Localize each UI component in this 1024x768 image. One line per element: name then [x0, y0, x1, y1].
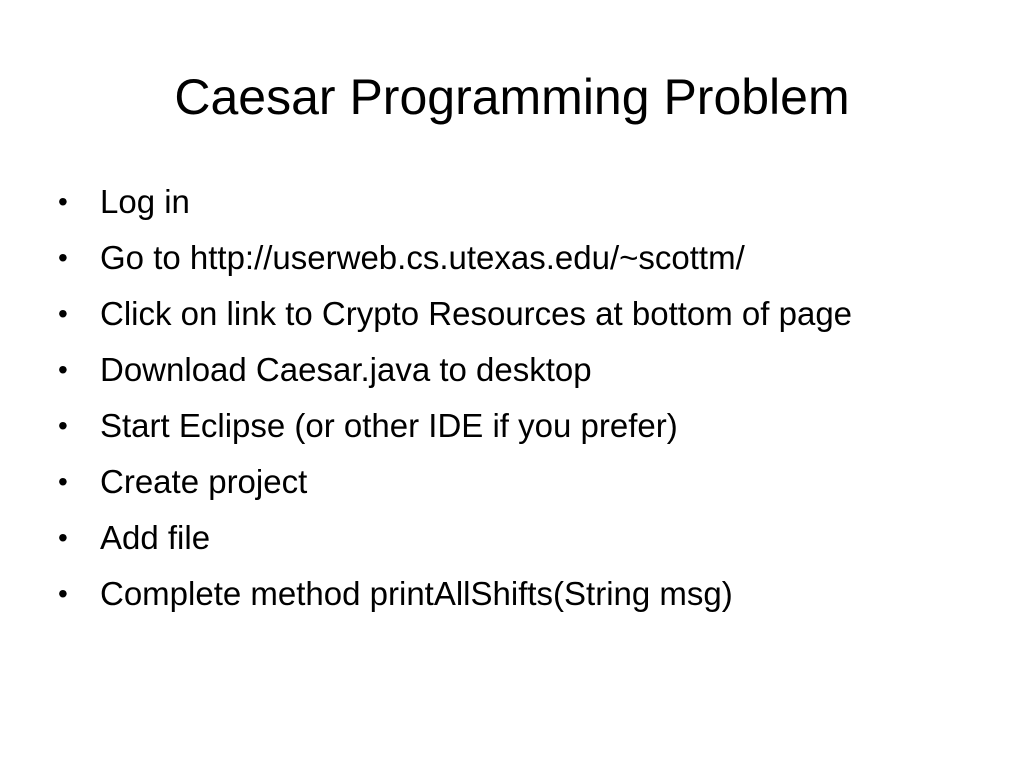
- bullet-text: Create project: [100, 463, 308, 500]
- bullet-point-icon: •: [58, 410, 68, 441]
- bullet-text: Go to http://userweb.cs.utexas.edu/~scottm/: [100, 239, 745, 276]
- bullet-list: [58, 180, 908, 628]
- bullet-point-icon: •: [58, 298, 68, 329]
- bullet-text: Start Eclipse (or other IDE if you prefer): [100, 407, 678, 444]
- bullet-text: Add file: [100, 519, 211, 556]
- slide-title: Caesar Programming Problem: [174, 69, 850, 125]
- bullet-point-icon: •: [58, 354, 68, 385]
- bullet-item: [58, 292, 908, 336]
- bullet-point-icon: •: [58, 522, 68, 553]
- bullet-item: [58, 348, 908, 392]
- bullet-point-icon: •: [58, 186, 68, 217]
- bullet-text: Log in: [100, 183, 190, 220]
- bullet-item: [58, 236, 908, 280]
- bullet-text: Complete method printAllShifts(String msg): [100, 575, 733, 612]
- bullet-item: [58, 180, 908, 224]
- bullet-item: [58, 404, 908, 448]
- bullet-text: Click on link to Crypto Resources at bottom of page: [100, 295, 853, 332]
- bullet-item: [58, 460, 908, 504]
- bullet-point-icon: •: [58, 466, 68, 497]
- bullet-point-icon: •: [58, 242, 68, 273]
- bullet-item: [58, 516, 908, 560]
- bullet-item: [58, 572, 908, 616]
- bullet-text: Download Caesar.java to desktop: [100, 351, 592, 388]
- bullet-point-icon: •: [58, 578, 68, 609]
